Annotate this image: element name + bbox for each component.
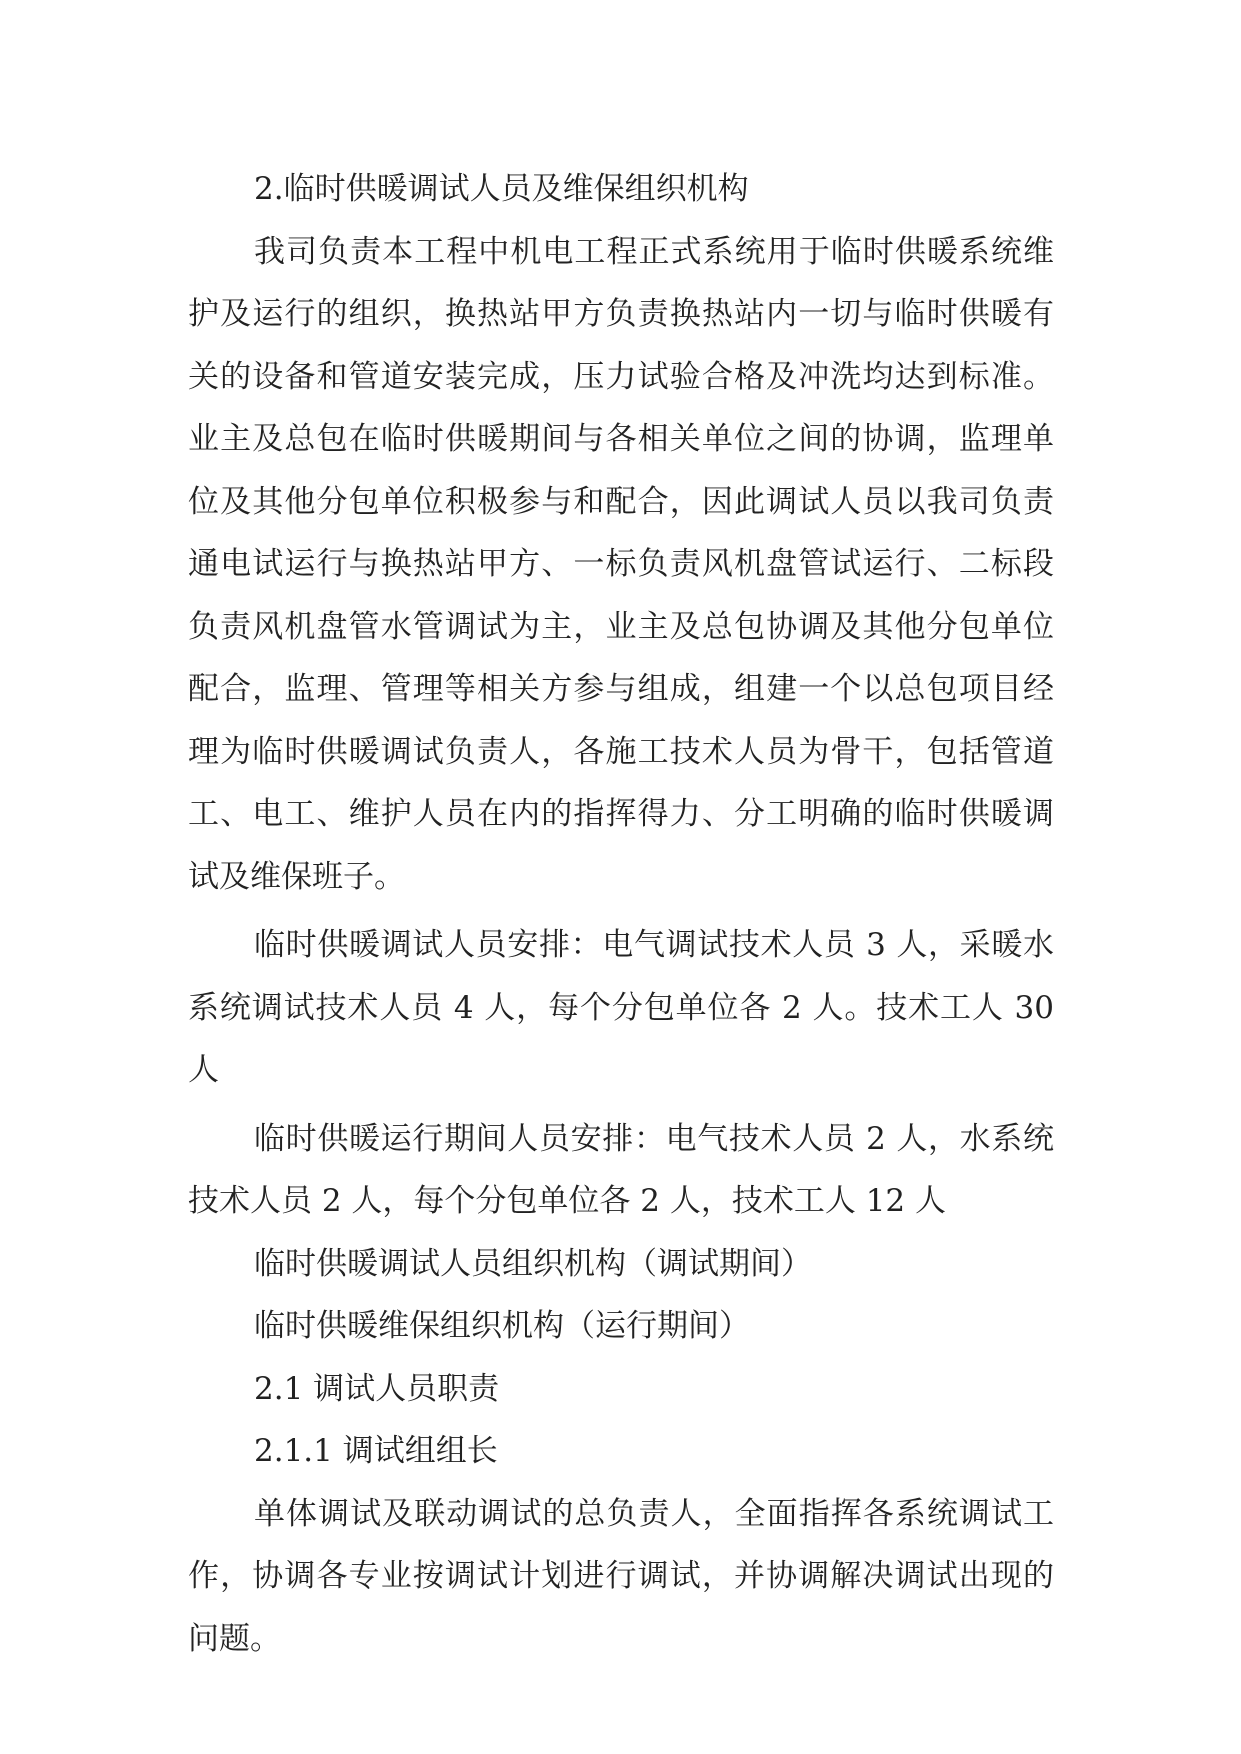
paragraph-team-leader: 单体调试及联动调试的总负责人，全面指挥各系统调试工作，协调各专业按调试计划进行调试，并协调解决调试出现的问题。 — [188, 1495, 1054, 1657]
paragraph-operation-staffing: 临时供暖运行期间人员安排：电气技术人员 2 人，水系统技术人员 2 人，每个分包单位各 2 人，技术工人 12 人 — [188, 1120, 1054, 1219]
section-heading-2: 2.临时供暖调试人员及维保组织机构 — [254, 171, 749, 207]
document-body — [188, 158, 1054, 1670]
line-debug-organization: 临时供暖调试人员组织机构（调试期间） — [254, 1245, 812, 1282]
section-heading-2-1: 2.1 调试人员职责 — [254, 1370, 500, 1407]
paragraph-organization: 我司负责本工程中机电工程正式系统用于临时供暖系统维护及运行的组织，换热站甲方负责换热站内一切与临时供暖有关的设备和管道安装完成，压力试验合格及冲洗均达到标准。业主及总包在临时供暖期间与各相关单位之间的协调，监理单位及其他分包单位积极参与和配合，因此调试人员以我司负责通电试运行与换热站甲方、一标负责风机盘管试运行、二标段负责风机盘管水管调试为主，业主及总包协调及其他分包单位配合，监理、管理等相关方参与组成，组建一个以总包项目经理为临时供暖调试负责人，各施工技术人员为骨干，包括管道工、电工、维护人员在内的指挥得力、分工明确的临时供暖调试及维保班子。 — [188, 233, 1054, 895]
section-heading-2-1-1: 2.1.1 调试组组长 — [254, 1433, 498, 1469]
line-maintenance-organization: 临时供暖维保组织机构（运行期间） — [254, 1308, 750, 1344]
paragraph-debug-staffing: 临时供暖调试人员安排：电气调试技术人员 3 人，采暖水系统调试技术人员 4 人，每个分包单位各 2 人。技术工人 30 人 — [188, 927, 1054, 1088]
